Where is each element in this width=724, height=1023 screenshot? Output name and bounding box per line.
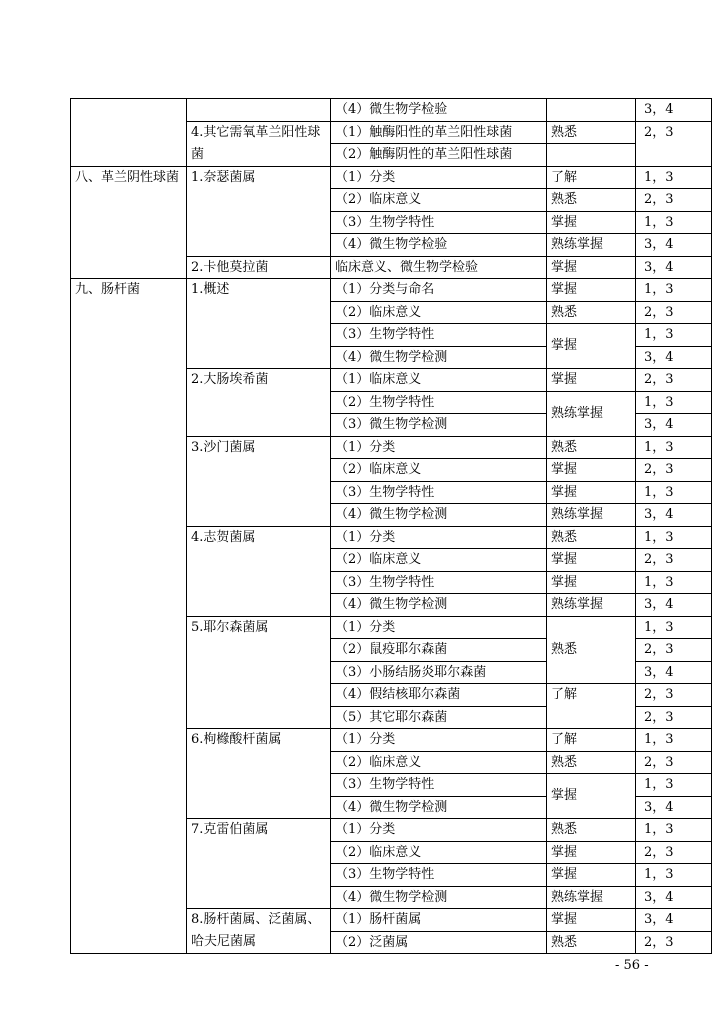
- level-cell: 3，4: [636, 234, 712, 257]
- unit-cell: 八、革兰阴性球菌: [71, 166, 187, 279]
- content-cell: （4）微生物学检测: [331, 796, 547, 819]
- requirement-cell: 了解: [547, 684, 636, 729]
- unit-cell: 九、肠杆菌: [71, 279, 187, 954]
- content-cell: （2）触酶阴性的革兰阳性球菌: [331, 144, 547, 167]
- level-cell: 1，3: [636, 481, 712, 504]
- content-cell: 临床意义、微生物学检验: [331, 256, 547, 279]
- level-cell: 1，3: [636, 436, 712, 459]
- level-cell: 1，3: [636, 616, 712, 639]
- level-cell: 2，3: [636, 706, 712, 729]
- level-cell: 1，3: [636, 526, 712, 549]
- content-cell: （4）微生物学检验: [331, 99, 547, 122]
- content-cell: （1）分类: [331, 526, 547, 549]
- table-row: [71, 99, 712, 122]
- table-row: [71, 166, 712, 189]
- content-cell: （2）临床意义: [331, 841, 547, 864]
- content-cell: （4）微生物学检测: [331, 594, 547, 617]
- requirement-cell: 掌握: [547, 481, 636, 504]
- topic-cell: 1.概述: [187, 279, 331, 369]
- level-cell: 1，3: [636, 279, 712, 302]
- content-cell: （3）生物学特性: [331, 571, 547, 594]
- content-cell: （2）泛菌属: [331, 931, 547, 954]
- level-cell: 1，3: [636, 819, 712, 842]
- topic-cell: 4.志贺菌属: [187, 526, 331, 616]
- requirement-cell: [547, 99, 636, 122]
- content-cell: （3）生物学特性: [331, 211, 547, 234]
- level-cell: 3，4: [636, 796, 712, 819]
- content-cell: （3）生物学特性: [331, 481, 547, 504]
- requirement-cell: 熟悉: [547, 931, 636, 954]
- topic-cell: 2.大肠埃希菌: [187, 369, 331, 437]
- requirement-cell: 了解: [547, 729, 636, 752]
- content-cell: （2）临床意义: [331, 459, 547, 482]
- content-cell: （4）微生物学检验: [331, 234, 547, 257]
- content-cell: （3）生物学特性: [331, 864, 547, 887]
- content-cell: （1）分类: [331, 166, 547, 189]
- requirement-cell: 掌握: [547, 909, 636, 932]
- content-cell: （1）分类: [331, 616, 547, 639]
- requirement-cell: 熟悉: [547, 819, 636, 842]
- content-cell: （1）分类: [331, 436, 547, 459]
- topic-cell: 5.耶尔森菌属: [187, 616, 331, 729]
- level-cell: 2，3: [636, 751, 712, 774]
- level-cell: 1，3: [636, 729, 712, 752]
- content-cell: （2）生物学特性: [331, 391, 547, 414]
- requirement-cell: [547, 144, 636, 167]
- content-cell: （3）微生物学检测: [331, 414, 547, 437]
- topic-cell: 8.肠杆菌属、泛菌属、哈夫尼菌属: [187, 909, 331, 954]
- topic-cell: 1.奈瑟菌属: [187, 166, 331, 256]
- topic-cell: 4.其它需氧革兰阳性球菌: [187, 121, 331, 166]
- requirement-cell: 熟悉: [547, 616, 636, 684]
- requirement-cell: 掌握: [547, 279, 636, 302]
- content-cell: （2）临床意义: [331, 301, 547, 324]
- content-cell: （1）分类与命名: [331, 279, 547, 302]
- content-cell: （1）分类: [331, 819, 547, 842]
- level-cell: 1，3: [636, 774, 712, 797]
- topic-cell: 3.沙门菌属: [187, 436, 331, 526]
- requirement-cell: 掌握: [547, 459, 636, 482]
- level-cell: 2，3: [636, 684, 712, 707]
- requirement-cell: 熟悉: [547, 751, 636, 774]
- content-cell: （1）触酶阳性的革兰阳性球菌: [331, 121, 547, 144]
- requirement-cell: 掌握: [547, 864, 636, 887]
- requirement-cell: 掌握: [547, 549, 636, 572]
- requirement-cell: 熟练掌握: [547, 886, 636, 909]
- topic-cell: 6.枸橼酸杆菌属: [187, 729, 331, 819]
- level-cell: 1，3: [636, 211, 712, 234]
- level-cell: 2，3: [636, 931, 712, 954]
- content-cell: （4）假结核耶尔森菌: [331, 684, 547, 707]
- level-cell: 2，3: [636, 841, 712, 864]
- level-cell: 2，3: [636, 549, 712, 572]
- level-cell: 3，4: [636, 886, 712, 909]
- requirement-cell: 熟练掌握: [547, 234, 636, 257]
- page-number: - 56 -: [615, 958, 649, 973]
- level-cell: 2，3: [636, 189, 712, 212]
- requirement-cell: 掌握: [547, 324, 636, 369]
- requirement-cell: 掌握: [547, 211, 636, 234]
- content-cell: （4）微生物学检测: [331, 346, 547, 369]
- level-cell: 3，4: [636, 661, 712, 684]
- level-cell: 3，4: [636, 909, 712, 932]
- syllabus-table: [70, 98, 712, 954]
- topic-cell: [187, 99, 331, 122]
- topic-cell: 7.克雷伯菌属: [187, 819, 331, 909]
- level-cell: 3，4: [636, 346, 712, 369]
- level-cell: 1，3: [636, 324, 712, 347]
- level-cell: 1，3: [636, 571, 712, 594]
- content-cell: （3）小肠结肠炎耶尔森菌: [331, 661, 547, 684]
- level-cell: 2，3: [636, 301, 712, 324]
- level-cell: 1，3: [636, 166, 712, 189]
- level-cell: 3，4: [636, 414, 712, 437]
- level-cell: 2，3: [636, 121, 712, 166]
- content-cell: （1）临床意义: [331, 369, 547, 392]
- requirement-cell: 熟悉: [547, 189, 636, 212]
- level-cell: 2，3: [636, 459, 712, 482]
- requirement-cell: 熟悉: [547, 121, 636, 144]
- level-cell: 2，3: [636, 369, 712, 392]
- requirement-cell: 熟练掌握: [547, 594, 636, 617]
- content-cell: （2）鼠疫耶尔森菌: [331, 639, 547, 662]
- level-cell: 1，3: [636, 391, 712, 414]
- requirement-cell: 熟练掌握: [547, 391, 636, 436]
- requirement-cell: 熟悉: [547, 436, 636, 459]
- content-cell: （2）临床意义: [331, 751, 547, 774]
- requirement-cell: 熟悉: [547, 526, 636, 549]
- content-cell: （3）生物学特性: [331, 774, 547, 797]
- requirement-cell: 掌握: [547, 369, 636, 392]
- table-row: [71, 279, 712, 302]
- content-cell: （3）生物学特性: [331, 324, 547, 347]
- content-cell: （4）微生物学检测: [331, 886, 547, 909]
- requirement-cell: 熟悉: [547, 301, 636, 324]
- level-cell: 1，3: [636, 864, 712, 887]
- requirement-cell: 掌握: [547, 571, 636, 594]
- level-cell: 2，3: [636, 639, 712, 662]
- topic-cell: 2.卡他莫拉菌: [187, 256, 331, 279]
- requirement-cell: 掌握: [547, 774, 636, 819]
- unit-cell: [71, 99, 187, 167]
- content-cell: （4）微生物学检测: [331, 504, 547, 527]
- requirement-cell: 熟练掌握: [547, 504, 636, 527]
- content-cell: （5）其它耶尔森菌: [331, 706, 547, 729]
- content-cell: （1）分类: [331, 729, 547, 752]
- content-cell: （1）肠杆菌属: [331, 909, 547, 932]
- level-cell: 3，4: [636, 256, 712, 279]
- level-cell: 3，4: [636, 504, 712, 527]
- level-cell: 3，4: [636, 594, 712, 617]
- requirement-cell: 掌握: [547, 256, 636, 279]
- content-cell: （2）临床意义: [331, 549, 547, 572]
- content-cell: （2）临床意义: [331, 189, 547, 212]
- requirement-cell: 掌握: [547, 841, 636, 864]
- requirement-cell: 了解: [547, 166, 636, 189]
- level-cell: 3，4: [636, 99, 712, 122]
